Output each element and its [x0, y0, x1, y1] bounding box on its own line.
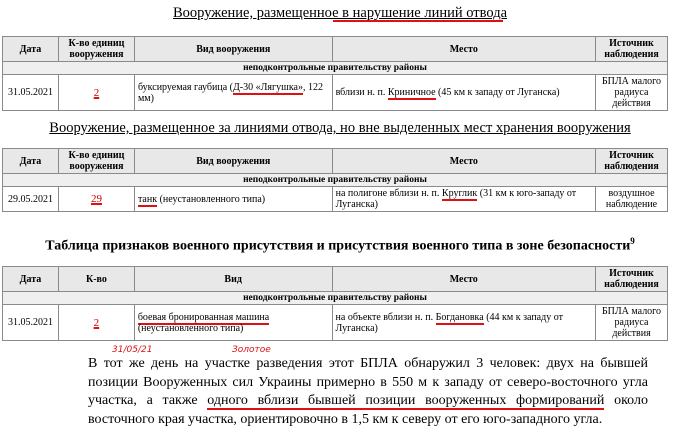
highlight-mark: танк — [137, 193, 158, 205]
cell-place: на объекте вблизи н. п. Богдановка (44 км к западу от Луганска) — [332, 305, 595, 341]
header-place: Место — [332, 37, 595, 62]
cell-date: 29.05.2021 — [3, 187, 59, 212]
table-row — [3, 187, 668, 212]
cell-source: БПЛА малого радиуса действия — [596, 75, 668, 111]
header-source: Источник наблюдения — [595, 267, 667, 292]
header-count: К-во — [58, 267, 134, 292]
header-count: К-во единиц вооружения — [58, 149, 134, 174]
cell-type: боевая бронированная машина (неустановленного типа) — [134, 305, 332, 341]
cell-place: вблизи н. п. Криничное (45 км к западу от Луганска) — [332, 75, 595, 111]
header-count: К-во единиц вооружения — [58, 37, 134, 62]
section3-title: Таблица признаков военного присутствия и присутствия военного типа в зоне безопасности$^9$ — [45, 236, 635, 254]
title-underline-mark — [333, 20, 503, 22]
table-row — [3, 305, 668, 341]
armament-table-violation — [2, 36, 668, 111]
highlight-mark: Криничное — [387, 87, 436, 98]
body-paragraph: В тот же день на участке разведения этот БПЛА обнаружил 3 человек: двух на бывшей позиции Вооруженных сил Украины примерно в 550 м к западу от северо-восточного угла участка, а также одного вблизи бывшей позиции вооруженных формирований около восточного края участка, ориентировочно в 1,5 км к северу от его юго-западного угла. — [88, 356, 648, 427]
highlight-mark: Богдановка — [435, 311, 484, 323]
header-date: Дата — [3, 37, 59, 62]
region-row: неподконтрольные правительству районы — [3, 62, 668, 75]
section1-title: Вооружение, размещенное в нарушение линий отвода — [172, 5, 508, 21]
cell-count: 2 — [58, 75, 134, 111]
header-date: Дата — [3, 267, 59, 292]
cell-place: на полигоне вблизи н. п. Круглик (31 км к юго-западу от Луганска) — [332, 187, 595, 212]
header-type: Вид — [134, 267, 332, 292]
annotation-place: Золотое — [232, 345, 271, 355]
header-type: Вид вооружения — [134, 149, 332, 174]
cell-source: БПЛА малого радиуса действия — [595, 305, 667, 341]
cell-type: танк (неустановленного типа) — [134, 187, 332, 212]
header-source: Источник наблюдения — [596, 149, 668, 174]
header-place: Место — [332, 267, 595, 292]
highlight-mark: Круглик — [441, 188, 478, 199]
footnote-ref: 9 — [630, 236, 635, 246]
cell-type: буксируемая гаубица (Д-30 «Лягушка», 122 мм) — [134, 75, 332, 111]
annotation-date: 31/05/21 — [112, 345, 153, 355]
cell-count: 2 — [58, 305, 134, 341]
cell-date: 31.05.2021 — [3, 75, 59, 111]
header-source: Источник наблюдения — [596, 37, 668, 62]
cell-count: 29 — [58, 187, 134, 212]
region-row: неподконтрольные правительству районы — [3, 292, 668, 305]
cell-date: 31.05.2021 — [3, 305, 59, 341]
military-presence-table — [2, 266, 668, 341]
header-type: Вид вооружения — [134, 37, 332, 62]
cell-source: воздушное наблюдение — [596, 187, 668, 212]
region-row: неподконтрольные правительству районы — [3, 174, 668, 187]
section2-title: Вооружение, размещенное за линиями отвода, но вне выделенных мест хранения вооружения — [49, 120, 631, 136]
highlight-mark: Д-30 «Лягушка» — [232, 81, 303, 93]
header-date: Дата — [3, 149, 59, 174]
armament-table-outside-storage — [2, 148, 668, 212]
highlight-mark: боевая бронированная машина — [137, 311, 270, 323]
highlight-mark: одного вблизи бывшей позиции вооруженных формирований — [207, 393, 605, 408]
header-place: Место — [332, 149, 595, 174]
table-row — [3, 75, 668, 111]
